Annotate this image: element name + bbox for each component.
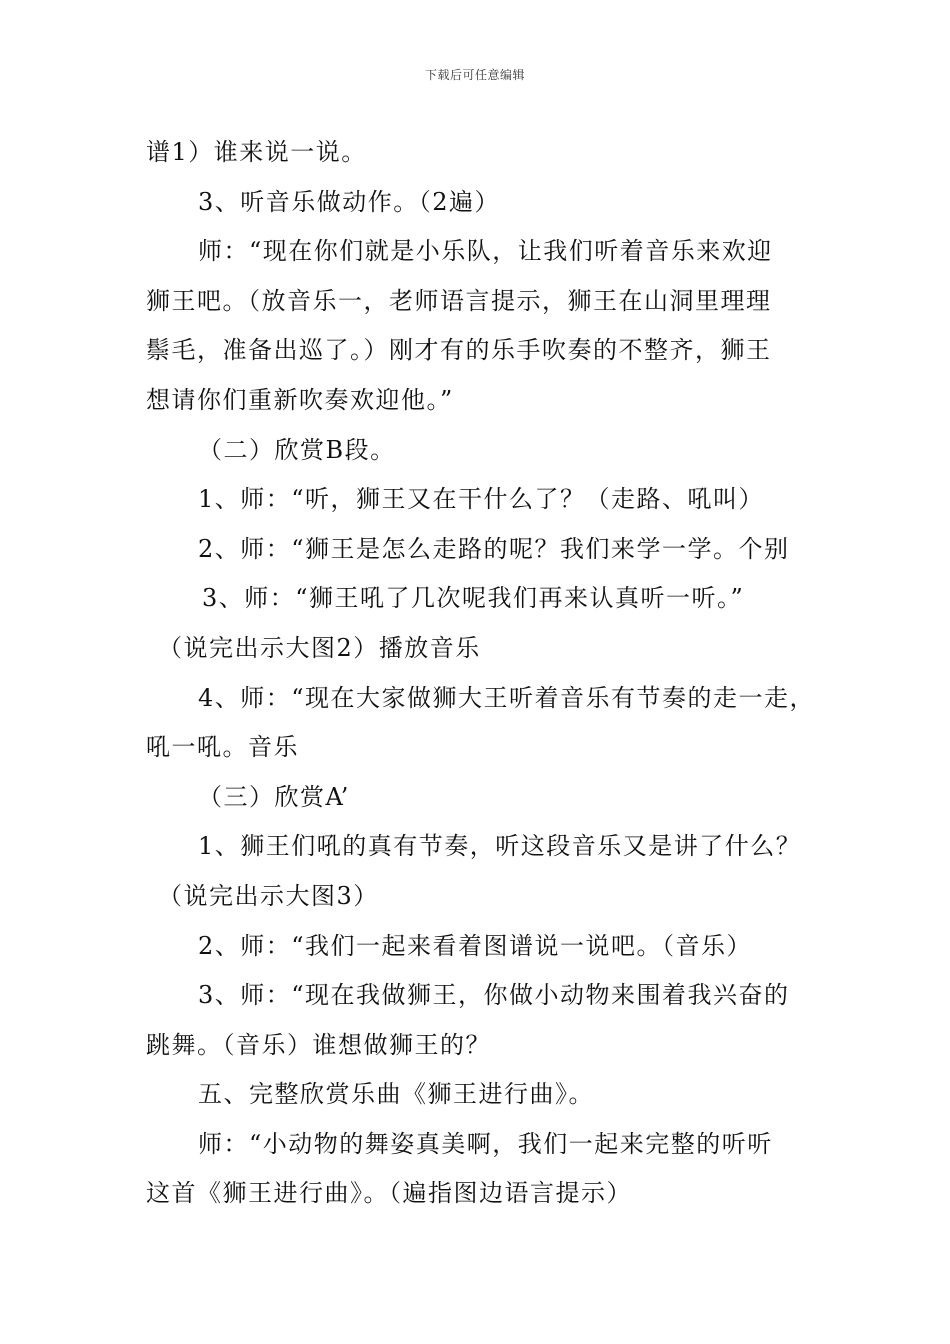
- text-line: 师：“小动物的舞姿真美啊，我们一起来完整的听听: [198, 1129, 773, 1158]
- text-line: （三）欣赏A’: [198, 782, 350, 811]
- text-line: 狮王吧。（放音乐一，老师语言提示，狮王在山洞里理理: [146, 286, 772, 315]
- text-line: 3、师：“现在我做狮王，你做小动物来围着我兴奋的: [198, 981, 790, 1010]
- text-line: （说完出示大图3）: [158, 881, 379, 910]
- page-header: 下载后可任意编辑: [424, 68, 525, 82]
- text-line: 1、师：“听，狮王又在干什么了？（走路、吼叫）: [198, 485, 765, 514]
- text-line: 1、狮王们吼的真有节奏，听这段音乐又是讲了什么？: [198, 832, 802, 861]
- text-line: 3、师：“狮王吼了几次呢我们再来认真听一听。”: [202, 584, 745, 613]
- text-line: 想请你们重新吹奏欢迎他。”: [146, 385, 454, 414]
- text-line: 4、师：“现在大家做狮大王听着音乐有节奏的走一走，: [198, 683, 816, 712]
- text-line: 鬃毛，准备出巡了。）刚才有的乐手吹奏的不整齐，狮王: [146, 336, 772, 365]
- text-line: 谱1）谁来说一说。: [146, 138, 367, 166]
- text-line: （说完出示大图2）播放音乐: [158, 633, 481, 662]
- text-line: 3、听音乐做动作。（2遍）: [198, 187, 501, 216]
- text-line: 吼一吼。音乐: [146, 733, 299, 762]
- text-line: 师：“现在你们就是小乐队，让我们听着音乐来欢迎: [198, 237, 773, 266]
- text-line: （二）欣赏B段。: [198, 435, 396, 464]
- text-line: 2、师：“狮王是怎么走路的呢？我们来学一学。个别: [198, 534, 790, 563]
- document-body: [146, 128, 826, 1219]
- text-line: 2、师：“我们一起来看着图谱说一说吧。（音乐）: [198, 931, 753, 960]
- text-line: 这首《狮王进行曲》。（遍指图边语言提示）: [146, 1179, 632, 1208]
- text-line: 五、完整欣赏乐曲《狮王进行曲》。: [198, 1080, 594, 1109]
- text-line: 跳舞。（音乐）谁想做狮王的？: [146, 1030, 491, 1059]
